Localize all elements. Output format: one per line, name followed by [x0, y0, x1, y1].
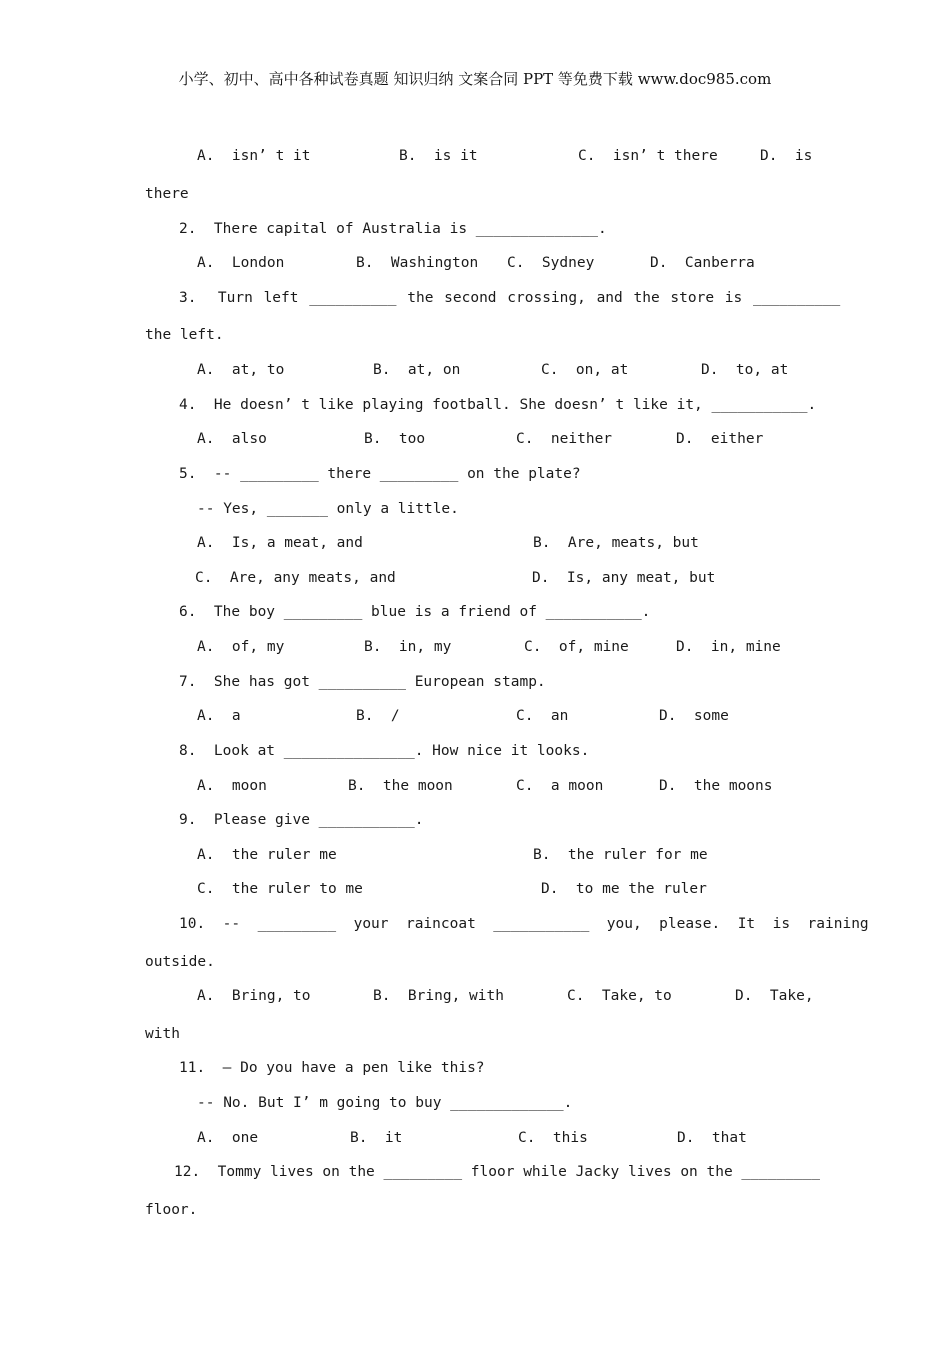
q4-option-b: B. too [364, 431, 426, 447]
q9-option-d: D. to me the ruler [541, 881, 707, 897]
q5-stem-reply: -- Yes, _______ only a little. [197, 501, 459, 517]
q6-stem: 6. The boy _________ blue is a friend of ___________. [179, 604, 651, 620]
q11-stem: 11. – Do you have a pen like this? [179, 1060, 485, 1076]
q7-option-d: D. some [659, 708, 729, 724]
q2-stem: 2. There capital of Australia is ______________. [179, 221, 607, 237]
q10-wrap-2: with [145, 1026, 180, 1042]
q10-option-c: C. Take, to [567, 988, 672, 1004]
q1-option-b: B. is it [399, 148, 478, 164]
q10-option-d: D. Take, [735, 988, 814, 1004]
q3-option-d: D. to, at [701, 362, 789, 378]
q8-option-d: D. the moons [659, 778, 773, 794]
q11-stem-reply: -- No. But I’ m going to buy _____________. [197, 1095, 573, 1111]
q3-option-c: C. on, at [541, 362, 629, 378]
q8-option-b: B. the moon [348, 778, 453, 794]
q7-option-b: B. / [356, 708, 400, 724]
q5-stem: 5. -- _________ there _________ on the plate? [179, 466, 581, 482]
q2-option-c: C. Sydney [507, 255, 595, 271]
q10-option-a: A. Bring, to [197, 988, 311, 1004]
q6-option-a: A. of, my [197, 639, 285, 655]
q4-option-c: C. neither [516, 431, 613, 447]
q8-option-a: A. moon [197, 778, 267, 794]
q10-stem: 10. -- _________ your raincoat ___________ you, please. It is raining [179, 916, 869, 932]
q9-option-a: A. the ruler me [197, 847, 337, 863]
q3-option-b: B. at, on [373, 362, 461, 378]
q8-option-c: C. a moon [516, 778, 604, 794]
q11-option-b: B. it [350, 1130, 403, 1146]
q1-option-a: A. isn’ t it [197, 148, 311, 164]
q6-option-c: C. of, mine [524, 639, 629, 655]
q6-option-d: D. in, mine [676, 639, 781, 655]
q6-option-b: B. in, my [364, 639, 452, 655]
q2-option-d: D. Canberra [650, 255, 755, 271]
q7-stem: 7. She has got __________ European stamp. [179, 674, 546, 690]
q3-stem: 3. Turn left __________ the second crossing, and the store is __________ [179, 290, 841, 306]
q1-option-c: C. isn’ t there [578, 148, 718, 164]
q2-option-a: A. London [197, 255, 285, 271]
q4-option-a: A. also [197, 431, 267, 447]
q12-stem: 12. Tommy lives on the _________ floor while Jacky lives on the _________ [174, 1164, 821, 1180]
q10-wrap: outside. [145, 954, 215, 970]
q2-option-b: B. Washington [356, 255, 479, 271]
q8-stem: 8. Look at _______________. How nice it looks. [179, 743, 590, 759]
q11-option-d: D. that [677, 1130, 747, 1146]
q9-option-b: B. the ruler for me [533, 847, 708, 863]
q4-stem: 4. He doesn’ t like playing football. She doesn’ t like it, ___________. [179, 397, 817, 413]
q11-option-a: A. one [197, 1130, 259, 1146]
q4-option-d: D. either [676, 431, 764, 447]
q5-option-d: D. Is, any meat, but [532, 570, 716, 586]
q5-option-b: B. Are, meats, but [533, 535, 699, 551]
q9-stem: 9. Please give ___________. [179, 812, 424, 828]
q7-option-a: A. a [197, 708, 241, 724]
q7-option-c: C. an [516, 708, 569, 724]
q1-wrap: there [145, 186, 189, 202]
q10-option-b: B. Bring, with [373, 988, 504, 1004]
q1-option-d: D. is [760, 148, 813, 164]
page-header: 小学、初中、高中各种试卷真题 知识归纳 文案合同 PPT 等免费下载 www.doc985.com [178, 70, 772, 88]
q3-option-a: A. at, to [197, 362, 285, 378]
q12-wrap: floor. [145, 1202, 198, 1218]
q5-option-a: A. Is, a meat, and [197, 535, 363, 551]
q9-option-c: C. the ruler to me [197, 881, 363, 897]
q11-option-c: C. this [518, 1130, 588, 1146]
q5-option-c: C. Are, any meats, and [195, 570, 396, 586]
q3-wrap: the left. [145, 327, 224, 343]
